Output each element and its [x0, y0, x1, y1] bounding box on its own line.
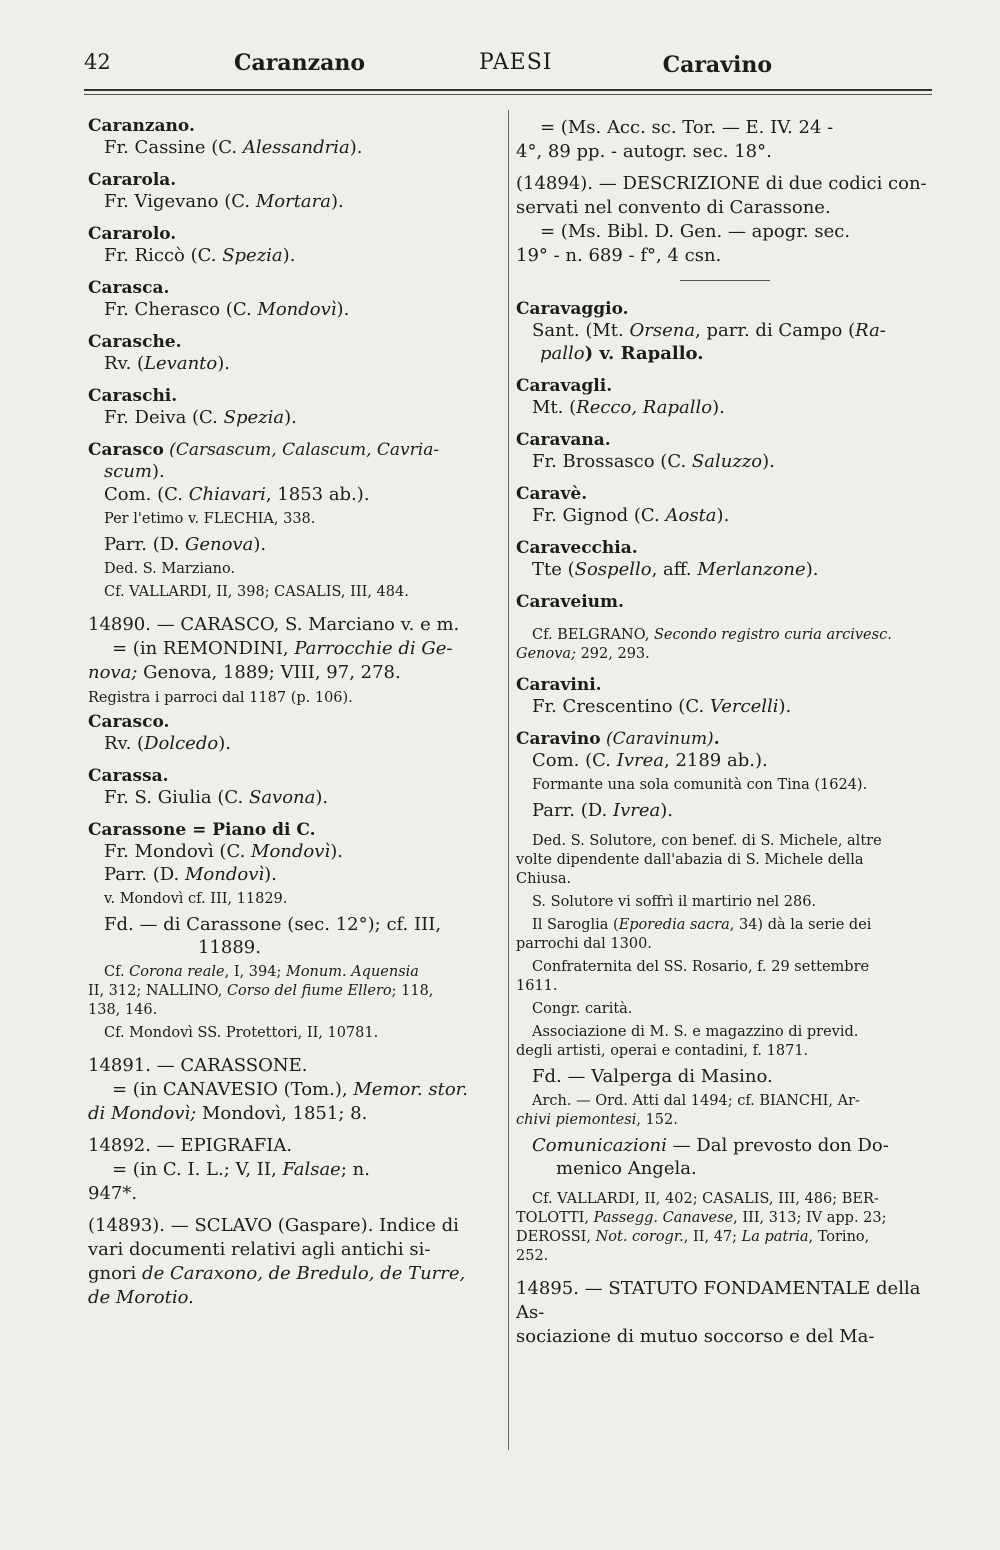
entry-line: Fr. Cherasco (C. Mondovì). [104, 299, 350, 320]
entry-cararola [88, 170, 488, 213]
entry-headword: Caravè. [516, 484, 588, 504]
entry-headword: Caraveium. [516, 592, 624, 612]
column-separator [508, 110, 509, 1450]
record-14894: (14894). — DESCRIZIONE di due codici con- servati nel convento di Carassone. = (Ms. Bibl. D. Gen. — apogr. sec. 19° - n. 689 - f°, 4 csn. [516, 173, 927, 266]
entry-line: scum). [104, 461, 165, 482]
entry-note: degli artisti, operai e contadini, f. 1871. [516, 1043, 809, 1059]
entry-line: Rv. (Dolcedo). [104, 733, 231, 754]
record-14890: 14890. — CARASCO, S. Marciano v. e m. = (in REMONDINI, Parrocchie di Ge- nova; Genova, 1889; VIII, 97, 278. Registra i parroci dal 1187 (p. 106). [88, 613, 488, 708]
entry-headword: Caravecchia. [516, 538, 638, 558]
entry-note: Cf. BELGRANO, Secondo registro curia arcivesc. [532, 627, 892, 643]
entry-line: Fr. Crescentino (C. Vercelli). [532, 696, 792, 717]
entry-line: Parr. (D. Genova). [104, 534, 267, 555]
entry-headword: Carasche. [88, 332, 182, 352]
entry-line: Com. (C. Chiavari, 1853 ab.). [104, 484, 370, 505]
entry-line: Tte (Sospello, aff. Merlanzone). [532, 559, 819, 580]
entry-note: volte dipendente dall'abazia di S. Michele della [516, 852, 864, 868]
section-divider [680, 280, 770, 281]
entry-caranzano [88, 116, 488, 159]
entry-note: II, 312; NALLINO, Corso del fiume Ellero; 118, [88, 983, 434, 999]
entry-carave [516, 484, 934, 527]
entry-line: pallo) v. Rapallo. [540, 343, 704, 364]
right-column [516, 116, 934, 1349]
entry-carassa [88, 766, 488, 809]
entry-note: Arch. — Ord. Atti dal 1494; cf. BIANCHI, Ar- [532, 1093, 860, 1109]
entry-headword: Caravaggio. [516, 299, 629, 319]
entry-note: DEROSSI, Not. corogr., II, 47; La patria, Torino, [516, 1229, 870, 1245]
entry-line: Fr. Cassine (C. Alessandria). [104, 137, 363, 158]
entry-headword: Caravini. [516, 675, 602, 695]
entry-note: 1611. [516, 978, 558, 994]
entry-note: Associazione di M. S. e magazzino di previd. [532, 1024, 859, 1040]
record-14893: (14893). — SCLAVO (Gaspare). Indice di vari documenti relativi agli antichi si- gnori de Caraxono, de Bredulo, de Turre, de Morotio. [88, 1215, 466, 1308]
entry-note: Il Saroglia (Eporedia sacra, 34) dà la serie dei [532, 917, 872, 933]
entry-line: Parr. (D. Mondovì). [104, 864, 277, 885]
entry-carasca [88, 278, 488, 321]
entry-headword: Caravana. [516, 430, 611, 450]
entry-note: Ded. S. Solutore, con benef. di S. Michele, altre [532, 833, 882, 849]
entry-cararolo [88, 224, 488, 267]
entry-line: Fd. — Valperga di Masino. [532, 1066, 773, 1087]
entry-note: Chiusa. [516, 871, 572, 887]
entry-note: Cf. Mondovì SS. Protettori, II, 10781. [104, 1025, 379, 1041]
record-14892: 14892. — EPIGRAFIA. = (in C. I. L.; V, II, Falsae; n. 947*. [88, 1135, 370, 1204]
entry-line: menico Angela. [556, 1158, 697, 1179]
entry-note: S. Solutore vi soffrì il martirio nel 286. [532, 894, 817, 910]
entry-line: Rv. (Levanto). [104, 353, 230, 374]
entry-line: Fr. Vigevano (C. Mortara). [104, 191, 344, 212]
entry-note: 252. [516, 1248, 549, 1264]
entry-line: Parr. (D. Ivrea). [532, 800, 673, 821]
entry-line: Comunicazioni — Dal prevosto don Do- [532, 1135, 889, 1156]
entry-note: 138, 146. [88, 1002, 158, 1018]
entry-headword: Caranzano. [88, 116, 195, 136]
entry-note: Per l'etimo v. FLECHIA, 338. [104, 511, 316, 527]
header-rule [84, 89, 932, 91]
entry-headword: Carasco (Carsascum, Calascum, Cavria- [88, 440, 440, 460]
entry-carasco-2 [88, 712, 488, 755]
entry-note: Cf. VALLARDI, II, 402; CASALIS, III, 486; BER- [532, 1191, 879, 1207]
record-continuation: = (Ms. Acc. sc. Tor. — E. IV. 24 - 4°, 89 pp. - autogr. sec. 18°. [516, 117, 834, 162]
entry-caraveium [516, 592, 934, 664]
entry-note: v. Mondovì cf. III, 11829. [104, 891, 288, 907]
entry-line: Fr. Riccò (C. Spezia). [104, 245, 296, 266]
entry-line: Fr. S. Giulia (C. Savona). [104, 787, 329, 808]
entry-headword: Caravino (Caravinum). [516, 729, 720, 749]
entry-caravana [516, 430, 934, 473]
entry-line: Com. (C. Ivrea, 2189 ab.). [532, 750, 768, 771]
entry-line: 11889. [198, 937, 261, 958]
entry-note: Ded. S. Marziano. [104, 561, 236, 577]
entry-note: Cf. VALLARDI, II, 398; CASALIS, III, 484. [104, 584, 409, 600]
entry-note: Registra i parroci dal 1187 (p. 106). [88, 690, 353, 706]
entry-carassone [88, 820, 488, 1043]
entry-caravagli [516, 376, 934, 419]
header-rule-thin [84, 94, 932, 95]
running-head-middle: PAESI [479, 50, 553, 75]
entry-line: Fd. — di Carassone (sec. 12°); cf. III, [104, 914, 442, 935]
entry-headword: Caraschi. [88, 386, 178, 406]
entry-note: Formante una sola comunità con Tina (1624). [532, 777, 868, 793]
running-head-left: Caranzano [234, 50, 366, 76]
entry-line: Fr. Brossasco (C. Saluzzo). [532, 451, 775, 472]
entry-note: TOLOTTI, Passegg. Canavese, III, 313; IV app. 23; [516, 1210, 887, 1226]
page-number: 42 [84, 50, 111, 74]
entry-caravecchia [516, 538, 934, 581]
entry-note: Genova; 292, 293. [516, 646, 650, 662]
record-14891: 14891. — CARASSONE. = (in CANAVESIO (Tom.), Memor. stor. di Mondovì; Mondovì, 1851; 8. [88, 1055, 469, 1124]
entry-note: parrochi dal 1300. [516, 936, 652, 952]
entry-headword: Carasco. [88, 712, 170, 732]
entry-headword: Cararola. [88, 170, 177, 190]
entry-line: Mt. (Recco, Rapallo). [532, 397, 725, 418]
entry-line: Fr. Gignod (C. Aosta). [532, 505, 730, 526]
entry-note: chivi piemontesi, 152. [516, 1112, 678, 1128]
page-header [84, 50, 932, 88]
entry-caravino [516, 729, 934, 1266]
entry-headword: Carasca. [88, 278, 170, 298]
entry-headword: Caravagli. [516, 376, 613, 396]
entry-caravaggio [516, 299, 934, 365]
record-14895: 14895. — STATUTO FONDAMENTALE della As- sociazione di mutuo soccorso e del Ma- [516, 1278, 921, 1347]
entry-carasco [88, 440, 488, 602]
left-column [88, 116, 488, 1310]
entry-headword: Carassa. [88, 766, 169, 786]
entry-line: Fr. Mondovì (C. Mondovì). [104, 841, 343, 862]
entry-note: Cf. Corona reale, I, 394; Monum. Aquensia [104, 964, 419, 980]
entry-note: Congr. carità. [532, 1001, 633, 1017]
running-head-right: Caravino [662, 52, 772, 78]
entry-headword: Cararolo. [88, 224, 177, 244]
entry-caravini [516, 675, 934, 718]
entry-carasche [88, 332, 488, 375]
entry-line: Sant. (Mt. Orsena, parr. di Campo (Ra- [532, 320, 886, 341]
entry-note: Confraternita del SS. Rosario, f. 29 settembre [532, 959, 870, 975]
entry-caraschi [88, 386, 488, 429]
entry-headword: Carassone = Piano di C. [88, 820, 316, 840]
entry-line: Fr. Deiva (C. Spezia). [104, 407, 297, 428]
